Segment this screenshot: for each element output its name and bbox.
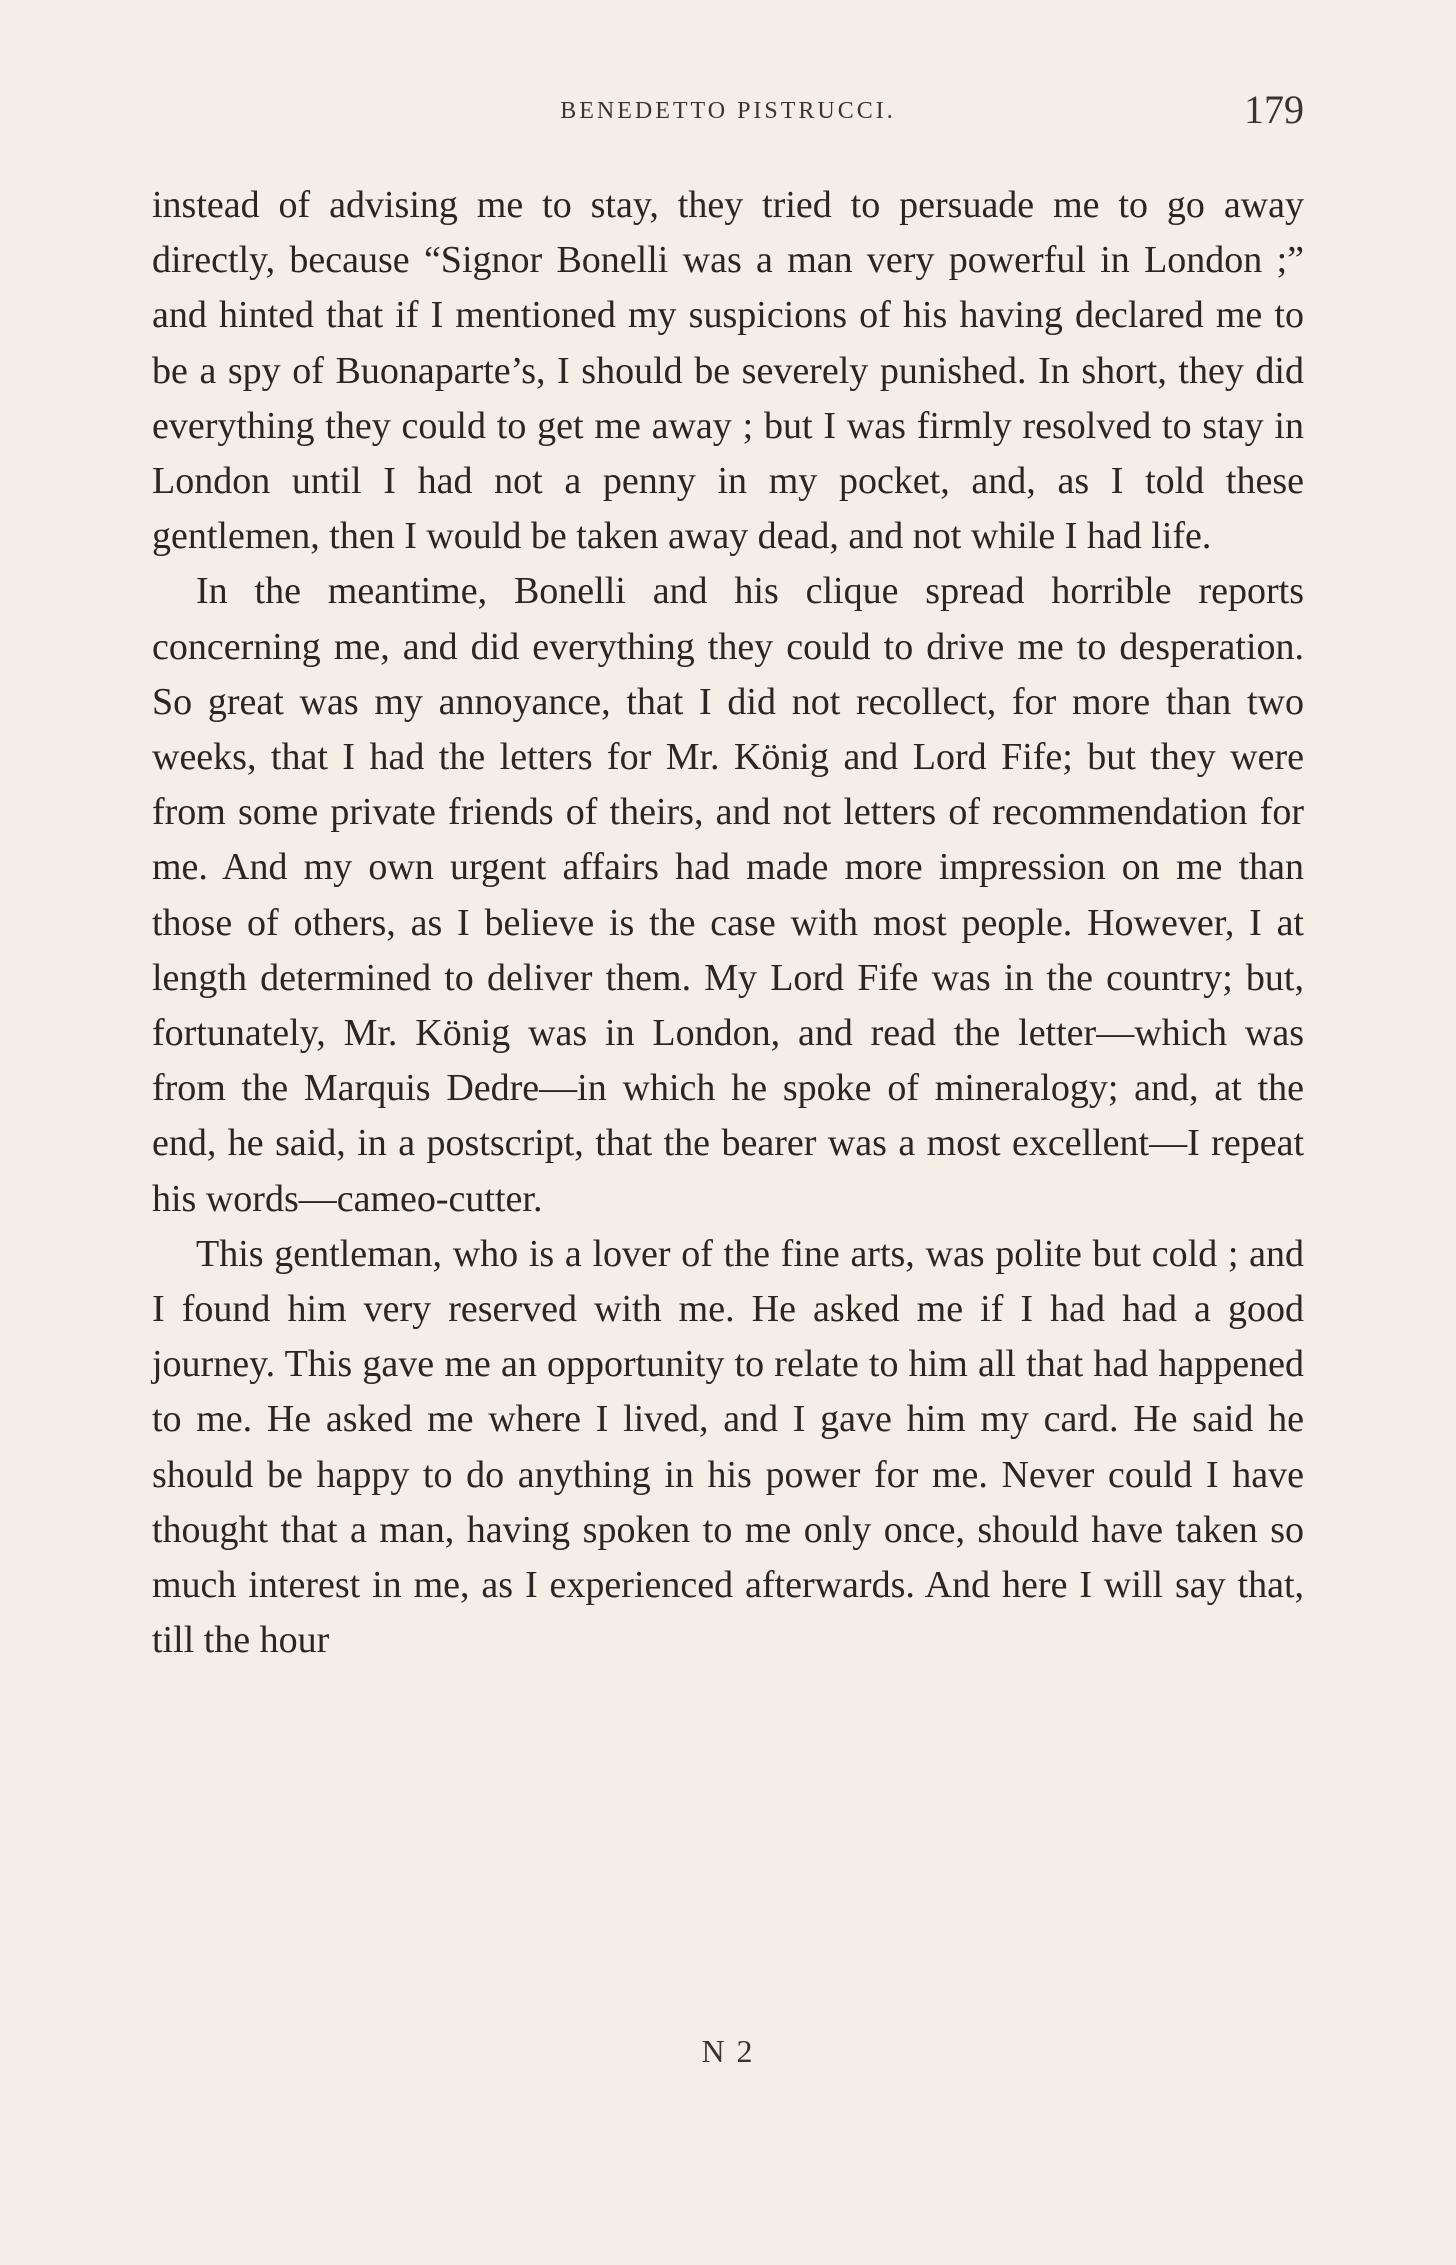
paragraph-2: In the meantime, Bonelli and his clique spread horrible reports concerning me, and did everything they could to drive me to desperation. So great was my annoyance, that I did not recollect, for more than two weeks, that I had the letters for Mr. König and Lord Fife; but they were from some private friends of theirs, and not letters of recommendation for me. And my own urgent affairs had made more impression on me than those of others, as I believe is the case with most people. However, I at length determined to deliver them. My Lord Fife was in the country; but, fortunately, Mr. König was in London, and read the letter—which was from the Marquis Dedre—in which he spoke of mineralogy; and, at the end, he said, in a postscript, that the bearer was a most excellent—I repeat his words—cameo-cutter. [152,570,1304,1220]
page-number: 179 [1244,87,1304,132]
paragraph-3: This gentleman, who is a lover of the fine arts, was polite but cold ; and I found him very reserved with me. He asked me if I had had a good journey. This gave me an opportunity to relate to him all that had happened to me. He asked me where I lived, and I gave him my card. He said he should be happy to do anything in his power for me. Never could I have thought that a man, having spoken to me only once, should have taken so much interest in me, as I experienced afterwards. And here I will say that, till the hour [152,1232,1304,1662]
signature-mark: N 2 [701,2033,755,2069]
body-text [152,178,1304,1668]
running-head [152,86,1304,136]
running-title: BENEDETTO PISTRUCCI. [560,98,896,124]
paragraph-1: instead of advising me to stay, they tried to persuade me to go away directly, because “Signor Bonelli was a man very powerful in London ;” and hinted that if I mentioned my suspicions of his having declared me to be a spy of Buonaparte’s, I should be severely punished. In short, they did everything they could to get me away ; but I was firmly resolved to stay in London until I had not a penny in my pocket, and, as I told these gentlemen, then I would be taken away dead, and not while I had life. [152,184,1304,558]
